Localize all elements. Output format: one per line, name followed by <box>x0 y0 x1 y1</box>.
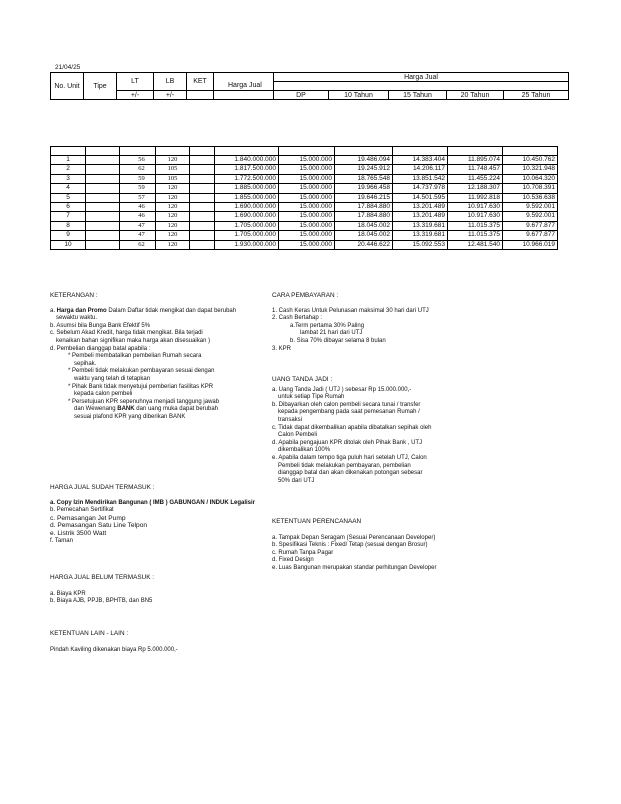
cell-lb: 105 <box>156 174 190 183</box>
cell-dp: 15.000.000 <box>279 240 335 249</box>
col-25-tahun: 25 Tahun <box>504 91 569 100</box>
cell-empty <box>190 212 215 221</box>
utj-d2: dikembalikan 100% <box>278 447 331 454</box>
cell-t10: 19.966.458 <box>335 184 393 193</box>
cell-t25: 9.592.001 <box>503 212 558 221</box>
perencanaan-section <box>272 518 436 573</box>
cara-bayar-2b: b. Sisa 70% dibayar selama 8 bulan <box>290 337 386 344</box>
keterangan-d4a: * Persetujuan KPR sepenuhnya menjadi tanggung jawab <box>68 398 220 405</box>
cell-t25: 10.450.762 <box>503 156 558 165</box>
cell-t20: 11.748.457 <box>448 165 503 174</box>
keterangan-title: KETERANGAN : <box>50 292 98 299</box>
harga-belum-a: a. Biaya KPR <box>50 590 86 597</box>
cell-empty <box>86 231 120 240</box>
keterangan-c1: c. Sebelum Akad Kredit, harga tidak mengikat. Bila terjadi <box>50 330 203 337</box>
cell-empty <box>190 184 215 193</box>
cell-lt: 57 <box>120 193 156 202</box>
cell-t10: 18.765.548 <box>335 174 393 183</box>
cell-empty <box>86 156 120 165</box>
table-row <box>51 156 558 165</box>
cell-lb: 120 <box>156 231 190 240</box>
cell-lt: 46 <box>120 203 156 212</box>
cell-t25: 9.677.877 <box>503 231 558 240</box>
col-20-tahun: 20 Tahun <box>447 91 504 100</box>
cell-t10: 19.646.215 <box>335 193 393 202</box>
cell-no: 7 <box>51 212 86 221</box>
harga-sudah-d: d. Pemasangan Satu Line Telpon <box>50 522 148 530</box>
cell-t10: 20.446.622 <box>335 240 393 249</box>
utj-d1: d. Apabila pengajuan KPR ditolak oleh Pihak Bank , UTJ <box>272 439 423 446</box>
keterangan-d4c: sesuai plafond KPR yang diberikan BANK <box>74 413 186 420</box>
cell-lb: 120 <box>156 240 190 249</box>
cell-empty <box>190 193 215 202</box>
perencanaan-c: c. Rumah Tanpa Pagar <box>272 549 334 556</box>
utj-e4: 50% dari UTJ <box>278 477 315 484</box>
cara-bayar-2a2: lambat 21 hari dari UTJ <box>300 330 363 337</box>
cell-no: 2 <box>51 165 86 174</box>
cell-t20: 11.015.375 <box>448 231 503 240</box>
cell-t15: 13.201.489 <box>393 212 448 221</box>
cell-t20: 10.917.630 <box>448 203 503 212</box>
cell-no: 8 <box>51 221 86 230</box>
cell-lt: 47 <box>120 231 156 240</box>
date-label: 21/04/25 <box>55 64 81 71</box>
cara-bayar-title: CARA PEMBAYARAN : <box>272 292 339 299</box>
keterangan-c2: kenaikan bahan signifikan maka harga akan disesuaikan ) <box>56 337 211 344</box>
table-row <box>51 193 558 202</box>
utj-title: UANG TANDA JADI : <box>272 376 333 383</box>
header-table <box>50 72 569 100</box>
cell-lb: 120 <box>156 203 190 212</box>
cell-t10: 18.045.002 <box>335 221 393 230</box>
cell-t15: 15.092.553 <box>393 240 448 249</box>
cell-t10: 18.045.002 <box>335 231 393 240</box>
cell-t25: 10.708.391 <box>503 184 558 193</box>
cell-lt: 62 <box>120 240 156 249</box>
utj-b3: transaksi <box>278 416 303 423</box>
col-lt-sub: +/- <box>117 91 154 100</box>
cell-harga: 1.930.000.000 <box>215 240 279 249</box>
cell-t20: 11.015.375 <box>448 221 503 230</box>
col-dp: DP <box>274 91 329 100</box>
perencanaan-d: d. Fixed Design <box>272 557 314 564</box>
cara-bayar-1: 1. Cash Keras Untuk Pelunasan maksimal 30 hari dari UTJ <box>272 307 429 314</box>
utj-a1: a. Uang Tanda Jadi ( UTJ ) sebesar Rp 15.000.000,- <box>272 386 412 393</box>
col-no-unit: No. Unit <box>51 73 84 100</box>
cell-harga: 1.705.000.000 <box>215 221 279 230</box>
keterangan-b: b. Asumsi bila Bunga Bank Efektif 5% <box>50 322 151 329</box>
cell-t25: 10.536.638 <box>503 193 558 202</box>
keterangan-d2a: * Pembeli tidak melakukan pembayaran sesuai dengan <box>68 368 215 375</box>
cell-no: 6 <box>51 203 86 212</box>
cell-t25: 10.966.019 <box>503 240 558 249</box>
col-10-tahun: 10 Tahun <box>329 91 389 100</box>
cell-t20: 11.895.074 <box>448 156 503 165</box>
cell-no: 3 <box>51 174 86 183</box>
cell-dp: 15.000.000 <box>279 231 335 240</box>
col-ket: KET <box>187 73 214 91</box>
cell-t20: 11.992.818 <box>448 193 503 202</box>
harga-belum-title: HARGA JUAL BELUM TERMASUK : <box>50 574 155 581</box>
cell-lb: 120 <box>156 221 190 230</box>
perencanaan-a: a. Tampak Depan Seragam (Sesuai Perencanaan Developer) <box>272 534 436 541</box>
cara-bayar-section <box>272 292 429 353</box>
utj-c1: c. Tidak dapat dikembalikan apabila dibatalkan sepihak oleh <box>272 424 432 431</box>
cell-lb: 120 <box>156 184 190 193</box>
cell-no: 5 <box>51 193 86 202</box>
cell-lt: 59 <box>120 174 156 183</box>
cell-lt: 59 <box>120 184 156 193</box>
cell-empty <box>86 193 120 202</box>
table-row <box>51 231 558 240</box>
cell-t15: 14.383.404 <box>393 156 448 165</box>
cell-dp: 15.000.000 <box>279 193 335 202</box>
utj-section <box>272 376 431 485</box>
cell-empty <box>190 240 215 249</box>
table-row <box>51 203 558 212</box>
cell-no: 10 <box>51 240 86 249</box>
cell-empty <box>86 165 120 174</box>
harga-sudah-e: e. Listrik 3500 Watt <box>50 529 107 537</box>
keterangan-d3a: * Pihak Bank tidak menyetujui pemberian fasilitas KPR <box>68 383 214 390</box>
cell-lt: 62 <box>120 165 156 174</box>
cell-empty <box>86 184 120 193</box>
cell-dp: 15.000.000 <box>279 212 335 221</box>
keterangan-section <box>50 292 236 422</box>
cell-no: 9 <box>51 231 86 240</box>
cell-no: 1 <box>51 156 86 165</box>
cell-lt: 46 <box>120 212 156 221</box>
col-harga-jual-group: Harga Jual <box>274 73 569 82</box>
cell-empty <box>190 174 215 183</box>
cell-t15: 14.501.595 <box>393 193 448 202</box>
cell-dp: 15.000.000 <box>279 203 335 212</box>
harga-belum-b: b. Biaya AJB, PPJB, BPHTB, dan BN5 <box>50 598 153 605</box>
cell-harga: 1.817.500.000 <box>215 165 279 174</box>
cell-harga: 1.840.000.000 <box>215 156 279 165</box>
cell-t10: 17.884.880 <box>335 203 393 212</box>
cell-harga: 1.690.000.000 <box>215 203 279 212</box>
cell-empty <box>190 165 215 174</box>
cell-lb: 120 <box>156 212 190 221</box>
cell-t10: 19.245.912 <box>335 165 393 174</box>
ketentuan-lain-text: Pindah Kaviling dikenakan biaya Rp 5.000.000,- <box>50 646 178 653</box>
cell-lb: 120 <box>156 156 190 165</box>
col-tipe: Tipe <box>84 73 117 100</box>
utj-e2: Pembeli tidak melakukan pembayaran, pembelian <box>278 462 411 469</box>
harga-sudah-c: c. Pemasangan Jet Pump <box>50 514 126 522</box>
cell-empty <box>190 231 215 240</box>
ketentuan-lain-section <box>50 630 178 654</box>
utj-e3: dianggap batal dan akan dikenakan potongan sebesar <box>278 470 423 477</box>
cell-harga: 1.885.000.000 <box>215 184 279 193</box>
keterangan-d: d. Pembelian dianggap batal apabila : <box>50 345 151 352</box>
perencanaan-e: e. Luas Bangunan merupakan standar perhitungan Developer <box>272 564 437 571</box>
cell-t15: 14.206.117 <box>393 165 448 174</box>
cell-empty <box>190 156 215 165</box>
harga-belum-section <box>50 574 154 606</box>
col-lb-sub: +/- <box>154 91 187 100</box>
cell-t10: 19.486.094 <box>335 156 393 165</box>
harga-sudah-b: b. Pemecahan Sertifikat <box>50 507 114 514</box>
cell-t25: 10.321.948 <box>503 165 558 174</box>
cell-t15: 14.737.978 <box>393 184 448 193</box>
cell-t15: 13.319.681 <box>393 231 448 240</box>
keterangan-d1b: sepihak. <box>74 360 97 367</box>
table-row <box>51 165 558 174</box>
col-lt: LT <box>117 73 154 91</box>
keterangan-d3b: kepada calon pembeli <box>74 391 133 398</box>
cell-empty <box>86 203 120 212</box>
keterangan-a: a. Harga dan Promo Dalam Daftar tidak mengikat dan dapat berubah <box>50 307 237 314</box>
cell-dp: 15.000.000 <box>279 156 335 165</box>
ketentuan-lain-title: KETENTUAN LAIN - LAIN : <box>50 630 129 637</box>
perencanaan-title: KETENTUAN PERENCANAAN <box>272 518 362 525</box>
cell-t25: 9.677.877 <box>503 221 558 230</box>
cell-harga: 1.705.000.000 <box>215 231 279 240</box>
utj-b1: b. Dibayarkan oleh calon pembeli secara tunai / transfer <box>272 401 421 408</box>
table-row <box>51 212 558 221</box>
cell-empty <box>86 240 120 249</box>
cell-t20: 11.455.224 <box>448 174 503 183</box>
cell-harga: 1.772.500.000 <box>215 174 279 183</box>
keterangan-d2b: waktu yang telah di tetapkan <box>74 375 151 382</box>
utj-c2: Calon Pembeli <box>278 432 318 439</box>
cell-t15: 13.319.681 <box>393 221 448 230</box>
cell-empty <box>190 203 215 212</box>
cell-dp: 15.000.000 <box>279 221 335 230</box>
table-row <box>51 184 558 193</box>
cell-lt: 56 <box>120 156 156 165</box>
table-row <box>51 240 558 249</box>
cara-bayar-3: 3. KPR <box>272 345 292 352</box>
cell-t15: 13.201.489 <box>393 203 448 212</box>
cara-bayar-2: 2. Cash Bertahap : <box>272 315 323 322</box>
table-row <box>51 174 558 183</box>
cell-t20: 12.481.540 <box>448 240 503 249</box>
cell-t25: 10.064.320 <box>503 174 558 183</box>
col-15-tahun: 15 Tahun <box>389 91 447 100</box>
cell-lb: 105 <box>156 165 190 174</box>
keterangan-d4b: dan Wewenang BANK dan uang muka dapat berubah <box>74 406 219 413</box>
utj-b2: kepada pengembang pada saat pemesanan Rumah / <box>278 409 420 416</box>
cell-lt: 47 <box>120 221 156 230</box>
cell-lb: 120 <box>156 193 190 202</box>
cell-no: 4 <box>51 184 86 193</box>
cell-dp: 15.000.000 <box>279 184 335 193</box>
harga-sudah-title: HARGA JUAL SUDAH TERMASUK : <box>50 484 155 491</box>
cara-bayar-2a: a.Term pertama 30% Paling <box>290 322 365 329</box>
harga-sudah-f: f. Taman <box>50 537 73 544</box>
cell-dp: 15.000.000 <box>279 165 335 174</box>
cell-t20: 10.917.630 <box>448 212 503 221</box>
harga-sudah-section <box>50 484 255 545</box>
cell-harga: 1.690.000.000 <box>215 212 279 221</box>
keterangan-d1a: * Pembeli membatalkan pembelian Rumah secara <box>68 353 202 360</box>
col-harga-jual: Harga Jual <box>214 82 274 91</box>
cell-empty <box>86 174 120 183</box>
cell-empty <box>86 212 120 221</box>
cell-t20: 12.188.307 <box>448 184 503 193</box>
cell-dp: 15.000.000 <box>279 174 335 183</box>
perencanaan-b: b. Spesifikasi Teknis : Fixed/ Tetap (sesuai dengan Brosur) <box>272 542 428 549</box>
cell-harga: 1.855.000.000 <box>215 193 279 202</box>
keterangan-a2: sewaktu waktu. <box>56 315 98 322</box>
price-table <box>50 146 558 250</box>
cell-t25: 9.592.001 <box>503 203 558 212</box>
cell-empty <box>86 221 120 230</box>
cell-t10: 17.884.880 <box>335 212 393 221</box>
cell-empty <box>190 221 215 230</box>
table-row <box>51 221 558 230</box>
harga-sudah-a: a. Copy Izin Mendirikan Bangunan ( IMB ) GABUNGAN / INDUK Legalisir <box>50 499 256 506</box>
cell-t15: 13.851.542 <box>393 174 448 183</box>
utj-e1: e. Apabila dalam tempo tiga puluh hari setelah UTJ, Calon <box>272 454 427 461</box>
utj-a2: untuk setiap Tipe Rumah <box>278 394 345 401</box>
col-lb: LB <box>154 73 187 91</box>
